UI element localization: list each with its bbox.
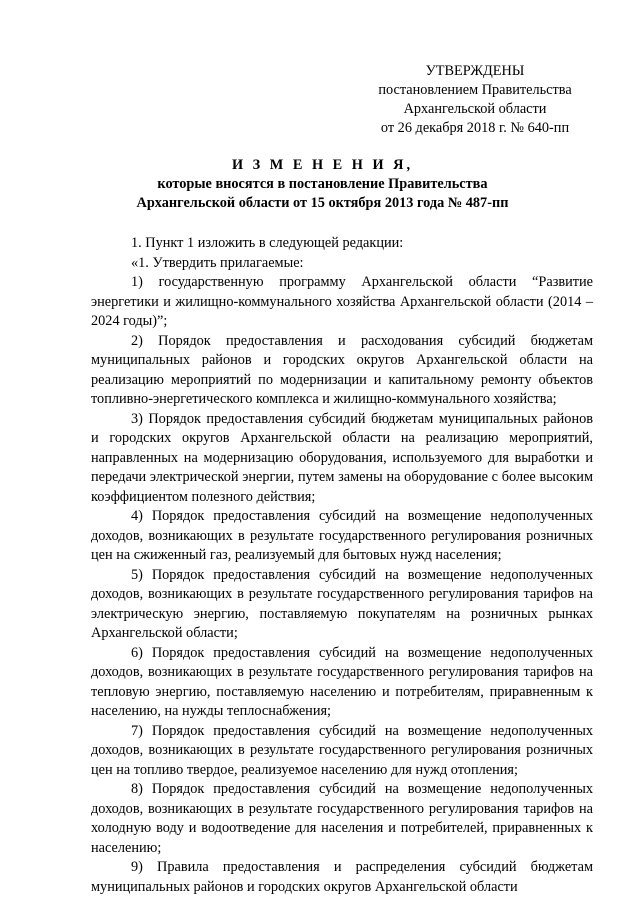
title-line-3: Архангельской области от 15 октября 2013 года № 487-пп [136,195,509,211]
approval-date: от 26 декабря 2018 г. № 640-пп [380,120,570,136]
paragraph: 5) Порядок предоставления субсидий на возмещение недополученных доходов, возникающих в результате государственного регулирования тарифов на электрическую энергию, поставляемую покупателям на розничных рынках Архангельской области; [91,566,593,641]
paragraph: 1) государственную программу Архангельской области “Развитие энергетики и жилищно-коммунального хозяйства Архангельской области (2014 – 2024 годы)”; [91,274,593,329]
paragraph: 6) Порядок предоставления субсидий на возмещение недополученных доходов, возникающих в результате государственного регулирования тарифов на тепловую энергию, поставляемую населению и потребителям, приравненным к населению, на нужды теплоснабжения; [91,644,593,719]
title-line-1: И З М Е Н Е Н И Я, [231,157,414,173]
approval-block [360,62,590,138]
paragraph: «1. Утвердить прилагаемые: [131,254,304,271]
paragraph: 1. Пункт 1 изложить в следующей редакции: [131,235,404,251]
approval-heading: УТВЕРЖДЕНЫ [425,63,525,79]
approval-line-3: Архангельской области [403,101,547,117]
approval-line-2: постановлением Правительства [378,82,572,98]
paragraph: 8) Порядок предоставления субсидий на возмещение недополученных доходов, возникающих в результате государственного регулирования тарифов на холодную воду и водоотведение для населения и потребителей, приравненных к населению; [91,781,593,856]
paragraph: 3) Порядок предоставления субсидий бюджетам муниципальных районов и городских округов Архангельской области на реализацию мероприятий, направленных на модернизацию оборудования, используемого для выработки и передачи электрической энергии, путем замены на оборудование с более высоким коэффициентом полезного действия; [91,410,593,505]
paragraph: 7) Порядок предоставления субсидий на возмещение недополученных доходов, возникающих в результате государственного регулирования розничных цен на топливо твердое, реализуемое населению для нужд отопления; [91,722,593,778]
paragraph: 2) Порядок предоставления и расходования субсидий бюджетам муниципальных районов и городских округов Архангельской области на реализацию мероприятий по модернизации и капитальному ремонту объектов топливно-энергетического комплекса и жилищно-коммунального хозяйства; [91,332,593,407]
paragraph: 4) Порядок предоставления субсидий на возмещение недополученных доходов, возникающих в результате государственного регулирования розничных цен на сжиженный газ, реализуемый для бытовых нужд населения; [91,508,593,563]
document-title [90,156,555,213]
paragraph: 9) Правила предоставления и распределения субсидий бюджетам муниципальных районов и городских округов Архангельской области [91,859,593,895]
title-line-2: которые вносятся в постановление Правительства [157,176,488,192]
document-body [91,234,593,897]
